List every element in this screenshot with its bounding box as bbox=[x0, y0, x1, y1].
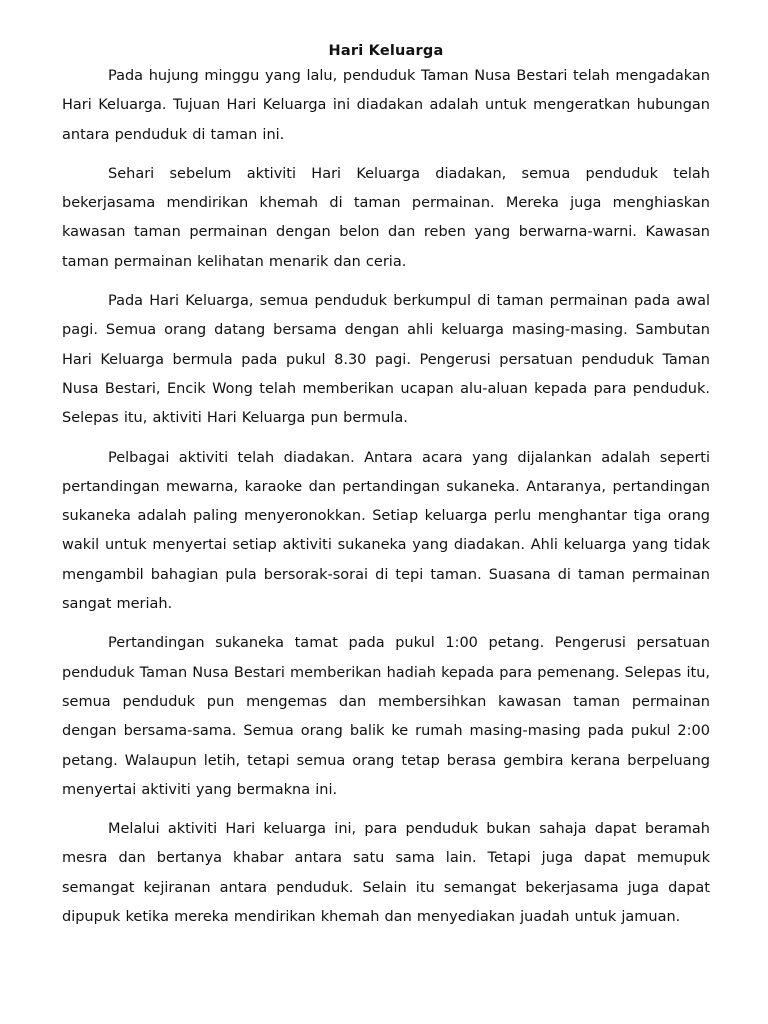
document-page bbox=[62, 40, 710, 942]
paragraph-4: Pelbagai aktiviti telah diadakan. Antara acara yang dijalankan adalah seperti pertandingan mewarna, karaoke dan pertandingan sukaneka. Antaranya, pertandingan sukaneka adalah paling menyeronokkan. Setiap keluarga perlu menghantar tiga orang wakil untuk menyertai setiap aktiviti sukaneka yang diadakan. Ahli keluarga yang tidak mengambil bahagian pula bersorak-sorai di tepi taman. Suasana di taman permainan sangat meriah. bbox=[62, 449, 710, 613]
paragraph-1: Pada hujung minggu yang lalu, penduduk Taman Nusa Bestari telah mengadakan Hari Keluarga. Tujuan Hari Keluarga ini diadakan adalah untuk mengeratkan hubungan antara penduduk di taman ini. bbox=[62, 68, 710, 143]
document-title: Hari Keluarga bbox=[328, 43, 444, 59]
paragraph-3: Pada Hari Keluarga, semua penduduk berkumpul di taman permainan pada awal pagi. Semua orang datang bersama dengan ahli keluarga masing-masing. Sambutan Hari Keluarga bermula pada pukul 8.30 pagi. Pengerusi persatuan penduduk Taman Nusa Bestari, Encik Wong telah memberikan ucapan alu-aluan kepada para penduduk. Selepas itu, aktiviti Hari Keluarga pun bermula. bbox=[62, 293, 710, 427]
paragraph-2: Sehari sebelum aktiviti Hari Keluarga diadakan, semua penduduk telah bekerjasama mendirikan khemah di taman permainan. Mereka juga menghiaskan kawasan taman permainan dengan belon dan reben yang berwarna-warni. Kawasan taman permainan kelihatan menarik dan ceria. bbox=[62, 165, 710, 270]
paragraph-5: Pertandingan sukaneka tamat pada pukul 1:00 petang. Pengerusi persatuan penduduk Taman Nusa Bestari memberikan hadiah kepada para pemenang. Selepas itu, semua penduduk pun mengemas dan membersihkan kawasan taman permainan dengan bersama-sama. Semua orang balik ke rumah masing-masing pada pukul 2:00 petang. Walaupun letih, tetapi semua orang tetap berasa gembira kerana berpeluang menyertai aktiviti yang bermakna ini. bbox=[62, 635, 710, 798]
paragraph-6: Melalui aktiviti Hari keluarga ini, para penduduk bukan sahaja dapat beramah mesra dan bertanya khabar antara satu sama lain. Tetapi juga dapat memupuk semangat kejiranan antara penduduk. Selain itu semangat bekerjasama juga dapat dipupuk ketika mereka mendirikan khemah dan menyediakan juadah untuk jamuan. bbox=[62, 821, 710, 926]
